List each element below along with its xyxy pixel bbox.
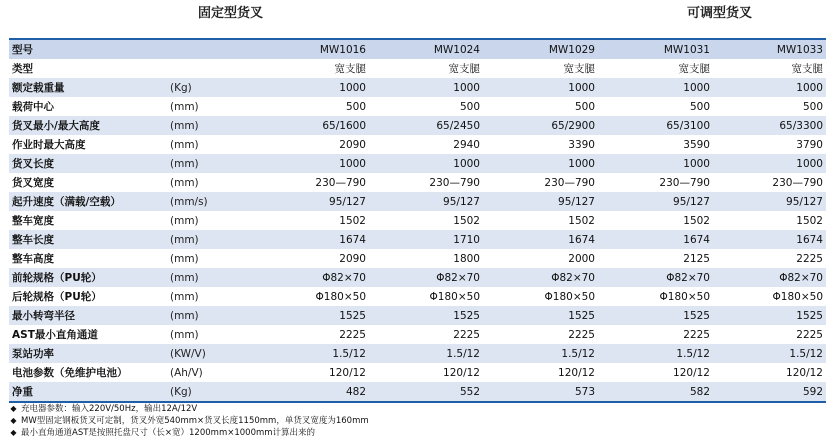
spec-value: 1525 xyxy=(598,306,713,325)
spec-value: 1.5/12 xyxy=(369,344,483,363)
spec-value: 1.5/12 xyxy=(713,344,826,363)
spec-value: 宽支腿 xyxy=(483,59,598,78)
spec-value: 65/2900 xyxy=(483,116,598,135)
spec-value: 1525 xyxy=(369,306,483,325)
model-cell: MW1024 xyxy=(369,39,483,59)
spec-value: 230—790 xyxy=(713,173,826,192)
spec-value: Φ180×50 xyxy=(713,287,826,306)
spec-unit xyxy=(167,59,257,78)
header-row xyxy=(9,39,826,59)
spec-value: 230—790 xyxy=(369,173,483,192)
spec-row xyxy=(9,192,826,211)
spec-value: 120/12 xyxy=(598,363,713,382)
spec-value: 230—790 xyxy=(598,173,713,192)
spec-label: 整车宽度 xyxy=(9,211,167,230)
spec-value: 1525 xyxy=(713,306,826,325)
spec-row xyxy=(9,230,826,249)
spec-value: 65/3100 xyxy=(598,116,713,135)
spec-unit: (Kg) xyxy=(167,382,257,402)
spec-unit: (mm) xyxy=(167,268,257,287)
spec-value: 120/12 xyxy=(713,363,826,382)
spec-row xyxy=(9,173,826,192)
spec-label: 货叉长度 xyxy=(9,154,167,173)
spec-value: 宽支腿 xyxy=(713,59,826,78)
spec-value: 2940 xyxy=(369,135,483,154)
bullet-diamond-icon: ◆ xyxy=(10,428,17,437)
spec-value: Φ180×50 xyxy=(257,287,369,306)
spec-unit: (mm) xyxy=(167,135,257,154)
spec-value: 2225 xyxy=(369,325,483,344)
footnote xyxy=(9,415,369,427)
spec-value: 1674 xyxy=(598,230,713,249)
spec-value: 1000 xyxy=(598,78,713,97)
spec-row xyxy=(9,59,826,78)
model-cell: MW1033 xyxy=(713,39,826,59)
spec-value: 573 xyxy=(483,382,598,402)
spec-value: 2225 xyxy=(598,325,713,344)
spec-value: Φ82×70 xyxy=(483,268,598,287)
spec-label: 类型 xyxy=(9,59,167,78)
spec-value: 1000 xyxy=(598,154,713,173)
spec-value: 1.5/12 xyxy=(257,344,369,363)
spec-label: AST最小直角通道 xyxy=(9,325,167,344)
spec-row xyxy=(9,97,826,116)
spec-value: Φ180×50 xyxy=(598,287,713,306)
spec-value: 1000 xyxy=(483,154,598,173)
spec-value: 482 xyxy=(257,382,369,402)
spec-value: 95/127 xyxy=(369,192,483,211)
spec-unit: (mm) xyxy=(167,97,257,116)
spec-label: 后轮规格（PU轮） xyxy=(9,287,167,306)
bullet-diamond-icon: ◆ xyxy=(10,404,17,413)
header-label: 型号 xyxy=(9,39,167,59)
spec-value: 500 xyxy=(713,97,826,116)
spec-label: 整车长度 xyxy=(9,230,167,249)
spec-value: 2090 xyxy=(257,249,369,268)
spec-value: 3790 xyxy=(713,135,826,154)
spec-value: 1674 xyxy=(713,230,826,249)
spec-value: 3590 xyxy=(598,135,713,154)
spec-value: 120/12 xyxy=(369,363,483,382)
spec-row xyxy=(9,154,826,173)
fixed-fork-title: 固定型货叉 xyxy=(198,6,264,21)
spec-label: 整车高度 xyxy=(9,249,167,268)
model-cell: MW1031 xyxy=(598,39,713,59)
spec-value: Φ180×50 xyxy=(483,287,598,306)
spec-unit: (mm) xyxy=(167,211,257,230)
spec-value: 230—790 xyxy=(483,173,598,192)
spec-unit: (mm) xyxy=(167,116,257,135)
spec-value: 120/12 xyxy=(483,363,598,382)
spec-value: 1000 xyxy=(257,154,369,173)
spec-unit: (mm/s) xyxy=(167,192,257,211)
spec-label: 作业时最大高度 xyxy=(9,135,167,154)
spec-value: Φ82×70 xyxy=(598,268,713,287)
spec-value: 1800 xyxy=(369,249,483,268)
spec-unit: (mm) xyxy=(167,249,257,268)
spec-row xyxy=(9,344,826,363)
spec-value: 1502 xyxy=(713,211,826,230)
spec-value: 2225 xyxy=(713,249,826,268)
spec-value: 1502 xyxy=(369,211,483,230)
spec-row xyxy=(9,306,826,325)
spec-value: 3390 xyxy=(483,135,598,154)
spec-value: 1000 xyxy=(713,78,826,97)
spec-value: 95/127 xyxy=(483,192,598,211)
spec-value: Φ82×70 xyxy=(257,268,369,287)
spec-value: 1502 xyxy=(598,211,713,230)
spec-value: 1674 xyxy=(257,230,369,249)
spec-unit: (mm) xyxy=(167,173,257,192)
spec-value: 2225 xyxy=(713,325,826,344)
spec-unit: (mm) xyxy=(167,154,257,173)
spec-row xyxy=(9,78,826,97)
spec-value: 500 xyxy=(483,97,598,116)
spec-label: 泵站功率 xyxy=(9,344,167,363)
footnote-text: 最小直角通道AST是按照托盘尺寸（长×宽）1200mm×1000mm计算出来的 xyxy=(21,428,316,438)
spec-label: 最小转弯半径 xyxy=(9,306,167,325)
spec-value: 65/3300 xyxy=(713,116,826,135)
model-cell: MW1016 xyxy=(257,39,369,59)
spec-row xyxy=(9,325,826,344)
spec-label: 货叉最小/最大高度 xyxy=(9,116,167,135)
spec-label: 额定载重量 xyxy=(9,78,167,97)
spec-value: 宽支腿 xyxy=(369,59,483,78)
spec-label: 起升速度（满载/空载） xyxy=(9,192,167,211)
spec-value: 1.5/12 xyxy=(598,344,713,363)
spec-value: Φ82×70 xyxy=(713,268,826,287)
footnote-text: MW型固定钢板货叉可定制，货叉外宽540mm×货叉长度1150mm，单货叉宽度为160mm xyxy=(21,416,369,426)
spec-value: 1000 xyxy=(713,154,826,173)
spec-unit: (mm) xyxy=(167,325,257,344)
spec-row xyxy=(9,116,826,135)
spec-value: 1502 xyxy=(257,211,369,230)
footnote-text: 充电器参数：输入220V/50Hz，输出12A/12V xyxy=(21,404,198,414)
spec-value: 1525 xyxy=(257,306,369,325)
spec-value: 1000 xyxy=(257,78,369,97)
spec-value: 2125 xyxy=(598,249,713,268)
adjustable-fork-title: 可调型货叉 xyxy=(687,6,753,21)
spec-value: 552 xyxy=(369,382,483,402)
spec-value: 1.5/12 xyxy=(483,344,598,363)
spec-value: Φ180×50 xyxy=(369,287,483,306)
spec-unit: (Ah/V) xyxy=(167,363,257,382)
spec-value: 2225 xyxy=(257,325,369,344)
spec-row xyxy=(9,249,826,268)
spec-row xyxy=(9,268,826,287)
bullet-diamond-icon: ◆ xyxy=(10,416,17,425)
spec-value: 500 xyxy=(598,97,713,116)
spec-value: 宽支腿 xyxy=(257,59,369,78)
spec-value: 500 xyxy=(369,97,483,116)
footnote xyxy=(9,427,369,439)
spec-value: 1502 xyxy=(483,211,598,230)
spec-value: 582 xyxy=(598,382,713,402)
spec-value: 592 xyxy=(713,382,826,402)
header-unit-cell xyxy=(167,39,257,59)
spec-row xyxy=(9,135,826,154)
spec-unit: (mm) xyxy=(167,287,257,306)
spec-value: 230—790 xyxy=(257,173,369,192)
model-cell: MW1029 xyxy=(483,39,598,59)
spec-value: 65/2450 xyxy=(369,116,483,135)
spec-value: 1710 xyxy=(369,230,483,249)
spec-value: 1000 xyxy=(369,78,483,97)
spec-value: 120/12 xyxy=(257,363,369,382)
spec-value: 1000 xyxy=(369,154,483,173)
spec-unit: (mm) xyxy=(167,306,257,325)
spec-value: 宽支腿 xyxy=(598,59,713,78)
spec-row xyxy=(9,363,826,382)
spec-row xyxy=(9,287,826,306)
spec-value: 2000 xyxy=(483,249,598,268)
spec-value: 2090 xyxy=(257,135,369,154)
spec-table xyxy=(9,38,826,403)
spec-value: Φ82×70 xyxy=(369,268,483,287)
spec-unit: (mm) xyxy=(167,230,257,249)
spec-value: 1000 xyxy=(483,78,598,97)
spec-row xyxy=(9,382,826,402)
spec-value: 95/127 xyxy=(713,192,826,211)
footnotes xyxy=(9,403,369,439)
spec-value: 500 xyxy=(257,97,369,116)
spec-label: 前轮规格（PU轮） xyxy=(9,268,167,287)
spec-label: 净重 xyxy=(9,382,167,402)
spec-label: 货叉宽度 xyxy=(9,173,167,192)
spec-value: 2225 xyxy=(483,325,598,344)
spec-value: 1674 xyxy=(483,230,598,249)
spec-label: 载荷中心 xyxy=(9,97,167,116)
spec-value: 1525 xyxy=(483,306,598,325)
spec-label: 电池参数（免维护电池） xyxy=(9,363,167,382)
spec-row xyxy=(9,211,826,230)
footnote xyxy=(9,403,369,415)
spec-unit: (KW/V) xyxy=(167,344,257,363)
spec-unit: (Kg) xyxy=(167,78,257,97)
spec-value: 95/127 xyxy=(598,192,713,211)
spec-value: 65/1600 xyxy=(257,116,369,135)
spec-value: 95/127 xyxy=(257,192,369,211)
